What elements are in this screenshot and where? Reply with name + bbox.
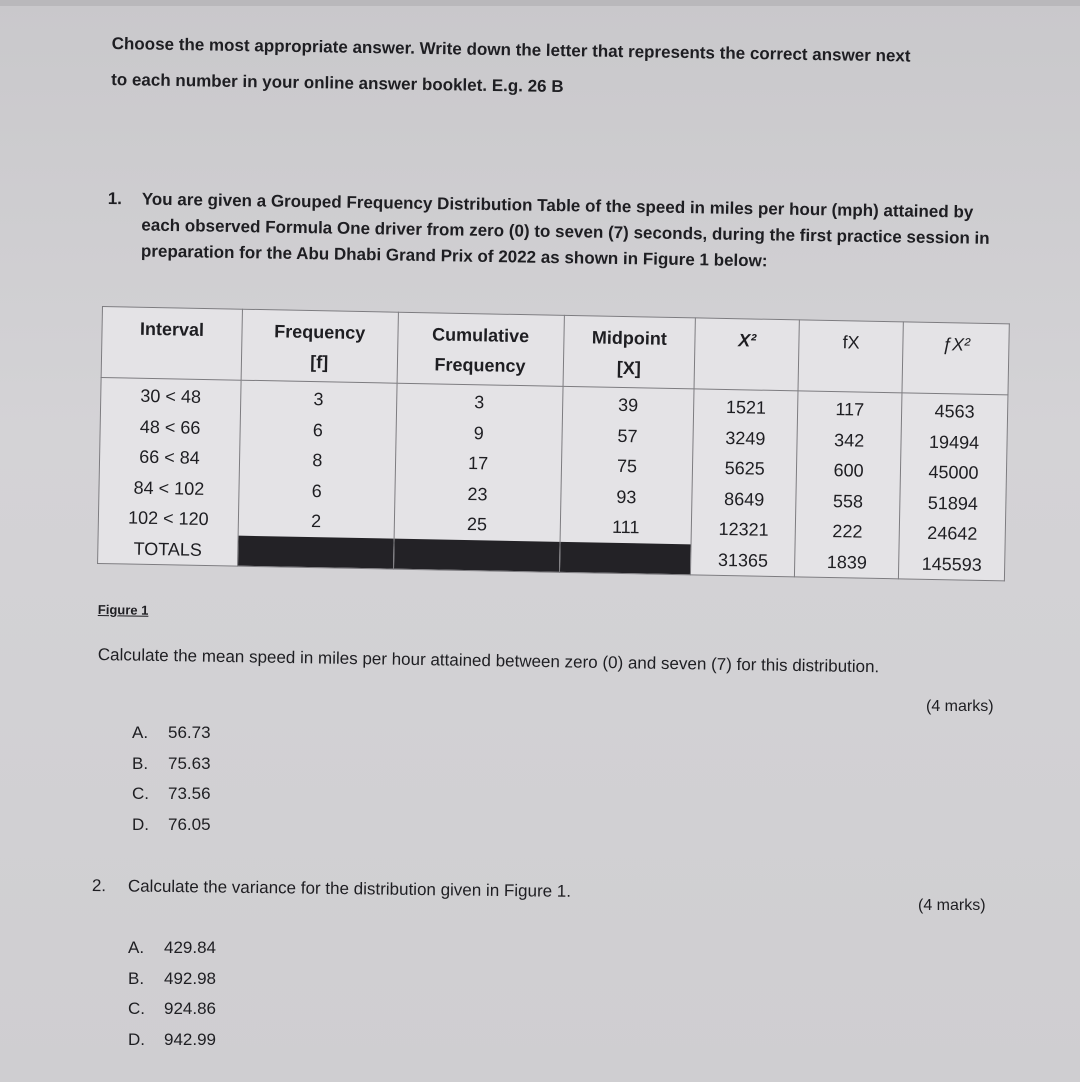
midpoint-column — [559, 386, 694, 574]
midpoint-cell: 93 — [616, 486, 637, 507]
fx-cell: 600 — [833, 460, 864, 481]
totals-blank — [394, 538, 559, 572]
interval-cell: 48 < 66 — [139, 416, 201, 438]
option-c — [132, 779, 211, 810]
fx-squared-cell: 19494 — [928, 431, 980, 453]
question-2-number: 2. — [91, 876, 107, 896]
question-1 — [107, 186, 1008, 278]
fx-squared-column — [898, 393, 1007, 581]
interval-column — [98, 377, 241, 566]
table-body-row — [98, 377, 1008, 580]
header-cumulative-line-2: Frequency — [434, 354, 526, 377]
x-squared-cell: 3249 — [725, 427, 766, 449]
midpoint-cell: 75 — [616, 455, 638, 477]
instructions-line-2: to each number in your online answer booklet. E.g. 26 B — [111, 69, 564, 97]
option-c — [128, 994, 216, 1025]
totals-blank — [238, 535, 393, 568]
interval-cell: 66 < 84 — [139, 446, 200, 468]
option-value: 76.05 — [168, 814, 211, 834]
x-squared-column — [691, 389, 798, 577]
frequency-distribution-table — [97, 306, 1010, 581]
cumulative-cell: 25 — [466, 514, 488, 535]
option-a — [132, 718, 211, 749]
question-2-text: Calculate the variance for the distribution given in Figure 1. — [127, 876, 572, 901]
fx-total: 1839 — [826, 551, 868, 573]
question-1-number: 1. — [107, 188, 123, 209]
frequency-cell: 3 — [313, 389, 324, 410]
header-frequency — [241, 309, 398, 383]
fx-cell: 558 — [832, 490, 864, 512]
option-b — [128, 964, 216, 995]
header-interval: Interval — [101, 307, 242, 381]
frequency-cell: 6 — [312, 419, 324, 440]
option-value: 429.84 — [164, 938, 216, 957]
fx-squared-total: 145593 — [921, 553, 982, 575]
option-d — [132, 810, 211, 841]
header-frequency-line-2: [f] — [310, 352, 329, 373]
x-squared-cell: 8649 — [723, 488, 765, 510]
option-letter: C. — [128, 999, 145, 1018]
header-frequency-line-1: Frequency — [274, 321, 366, 344]
instructions — [111, 26, 1032, 112]
interval-cell: 30 < 48 — [140, 385, 202, 407]
interval-cell: 84 < 102 — [133, 477, 205, 499]
option-value: 492.98 — [164, 968, 216, 988]
totals-label: TOTALS — [133, 538, 203, 560]
top-edge — [0, 0, 1080, 6]
option-value: 924.86 — [164, 999, 216, 1018]
header-midpoint-line-1: Midpoint — [591, 327, 668, 349]
x-squared-total: 31365 — [717, 549, 769, 571]
option-d — [128, 1025, 216, 1056]
frequency-cell: 2 — [310, 511, 322, 532]
question-1-text: You are given a Grouped Frequency Distribution Table of the speed in miles per hour (mph) attained by each observed Formula One driver from zero (0) to seven (7) seconds, during the first practice session in preparation for the Abu Dhabi Grand Prix of 2022 as shown in Figure 1 below: — [140, 189, 990, 271]
x-squared-cell: 1521 — [725, 396, 767, 418]
option-value: 942.99 — [164, 1029, 216, 1049]
option-letter: A. — [128, 938, 145, 957]
midpoint-cell: 111 — [611, 516, 640, 538]
midpoint-cell: 57 — [617, 425, 638, 446]
option-value: 75.63 — [168, 753, 211, 773]
frequency-cell: 8 — [312, 450, 323, 471]
option-letter: D. — [132, 814, 149, 834]
header-cumulative — [397, 312, 564, 386]
question-1-marks: (4 marks) — [926, 698, 994, 715]
option-a — [128, 933, 216, 964]
question-1-prompt: Calculate the mean speed in miles per hour attained between zero (0) and seven (7) for this distribution. — [97, 645, 880, 677]
header-midpoint — [563, 315, 696, 389]
option-letter: B. — [128, 968, 145, 988]
fx-squared-cell: 24642 — [927, 522, 978, 544]
header-x-squared: X² — [694, 318, 799, 391]
cumulative-cell: 3 — [474, 392, 485, 413]
frequency-cell: 6 — [311, 480, 322, 501]
option-letter: B. — [132, 753, 149, 773]
question-2-options — [128, 933, 216, 1055]
interval-cell: 102 < 120 — [127, 507, 209, 530]
question-2-marks: (4 marks) — [918, 897, 986, 914]
totals-blank — [559, 541, 690, 574]
question-1-options — [132, 718, 211, 840]
option-value: 56.73 — [168, 723, 211, 742]
fx-squared-cell: 51894 — [927, 492, 979, 514]
cumulative-cell: 9 — [473, 422, 484, 443]
fx-cell: 222 — [832, 521, 863, 542]
fx-squared-cell: 45000 — [928, 461, 979, 483]
header-midpoint-line-2: [X] — [616, 357, 642, 379]
option-letter: D. — [128, 1029, 145, 1049]
option-b — [132, 749, 211, 780]
frequency-table-wrapper — [97, 306, 1010, 581]
instructions-line-1: Choose the most appropriate answer. Write down the letter that represents the correct answer next — [111, 33, 911, 66]
header-cumulative-line-1: Cumulative — [431, 324, 530, 347]
figure-label: Figure 1 — [97, 602, 149, 618]
option-letter: A. — [132, 723, 149, 742]
cumulative-column — [393, 383, 562, 572]
header-fx-squared: ƒX² — [902, 322, 1009, 395]
frequency-column — [237, 380, 396, 569]
cumulative-cell: 23 — [467, 483, 488, 504]
x-squared-cell: 12321 — [718, 518, 769, 540]
midpoint-cell: 39 — [617, 394, 639, 416]
option-letter: C. — [132, 784, 149, 803]
fx-cell: 342 — [833, 429, 865, 451]
option-value: 73.56 — [168, 784, 211, 803]
fx-squared-cell: 4563 — [934, 401, 975, 422]
cumulative-cell: 17 — [467, 453, 489, 474]
header-fx: fX — [798, 320, 903, 393]
question-2 — [92, 876, 571, 902]
x-squared-cell: 5625 — [724, 457, 766, 479]
fx-column — [795, 391, 902, 579]
fx-cell: 117 — [835, 399, 865, 420]
